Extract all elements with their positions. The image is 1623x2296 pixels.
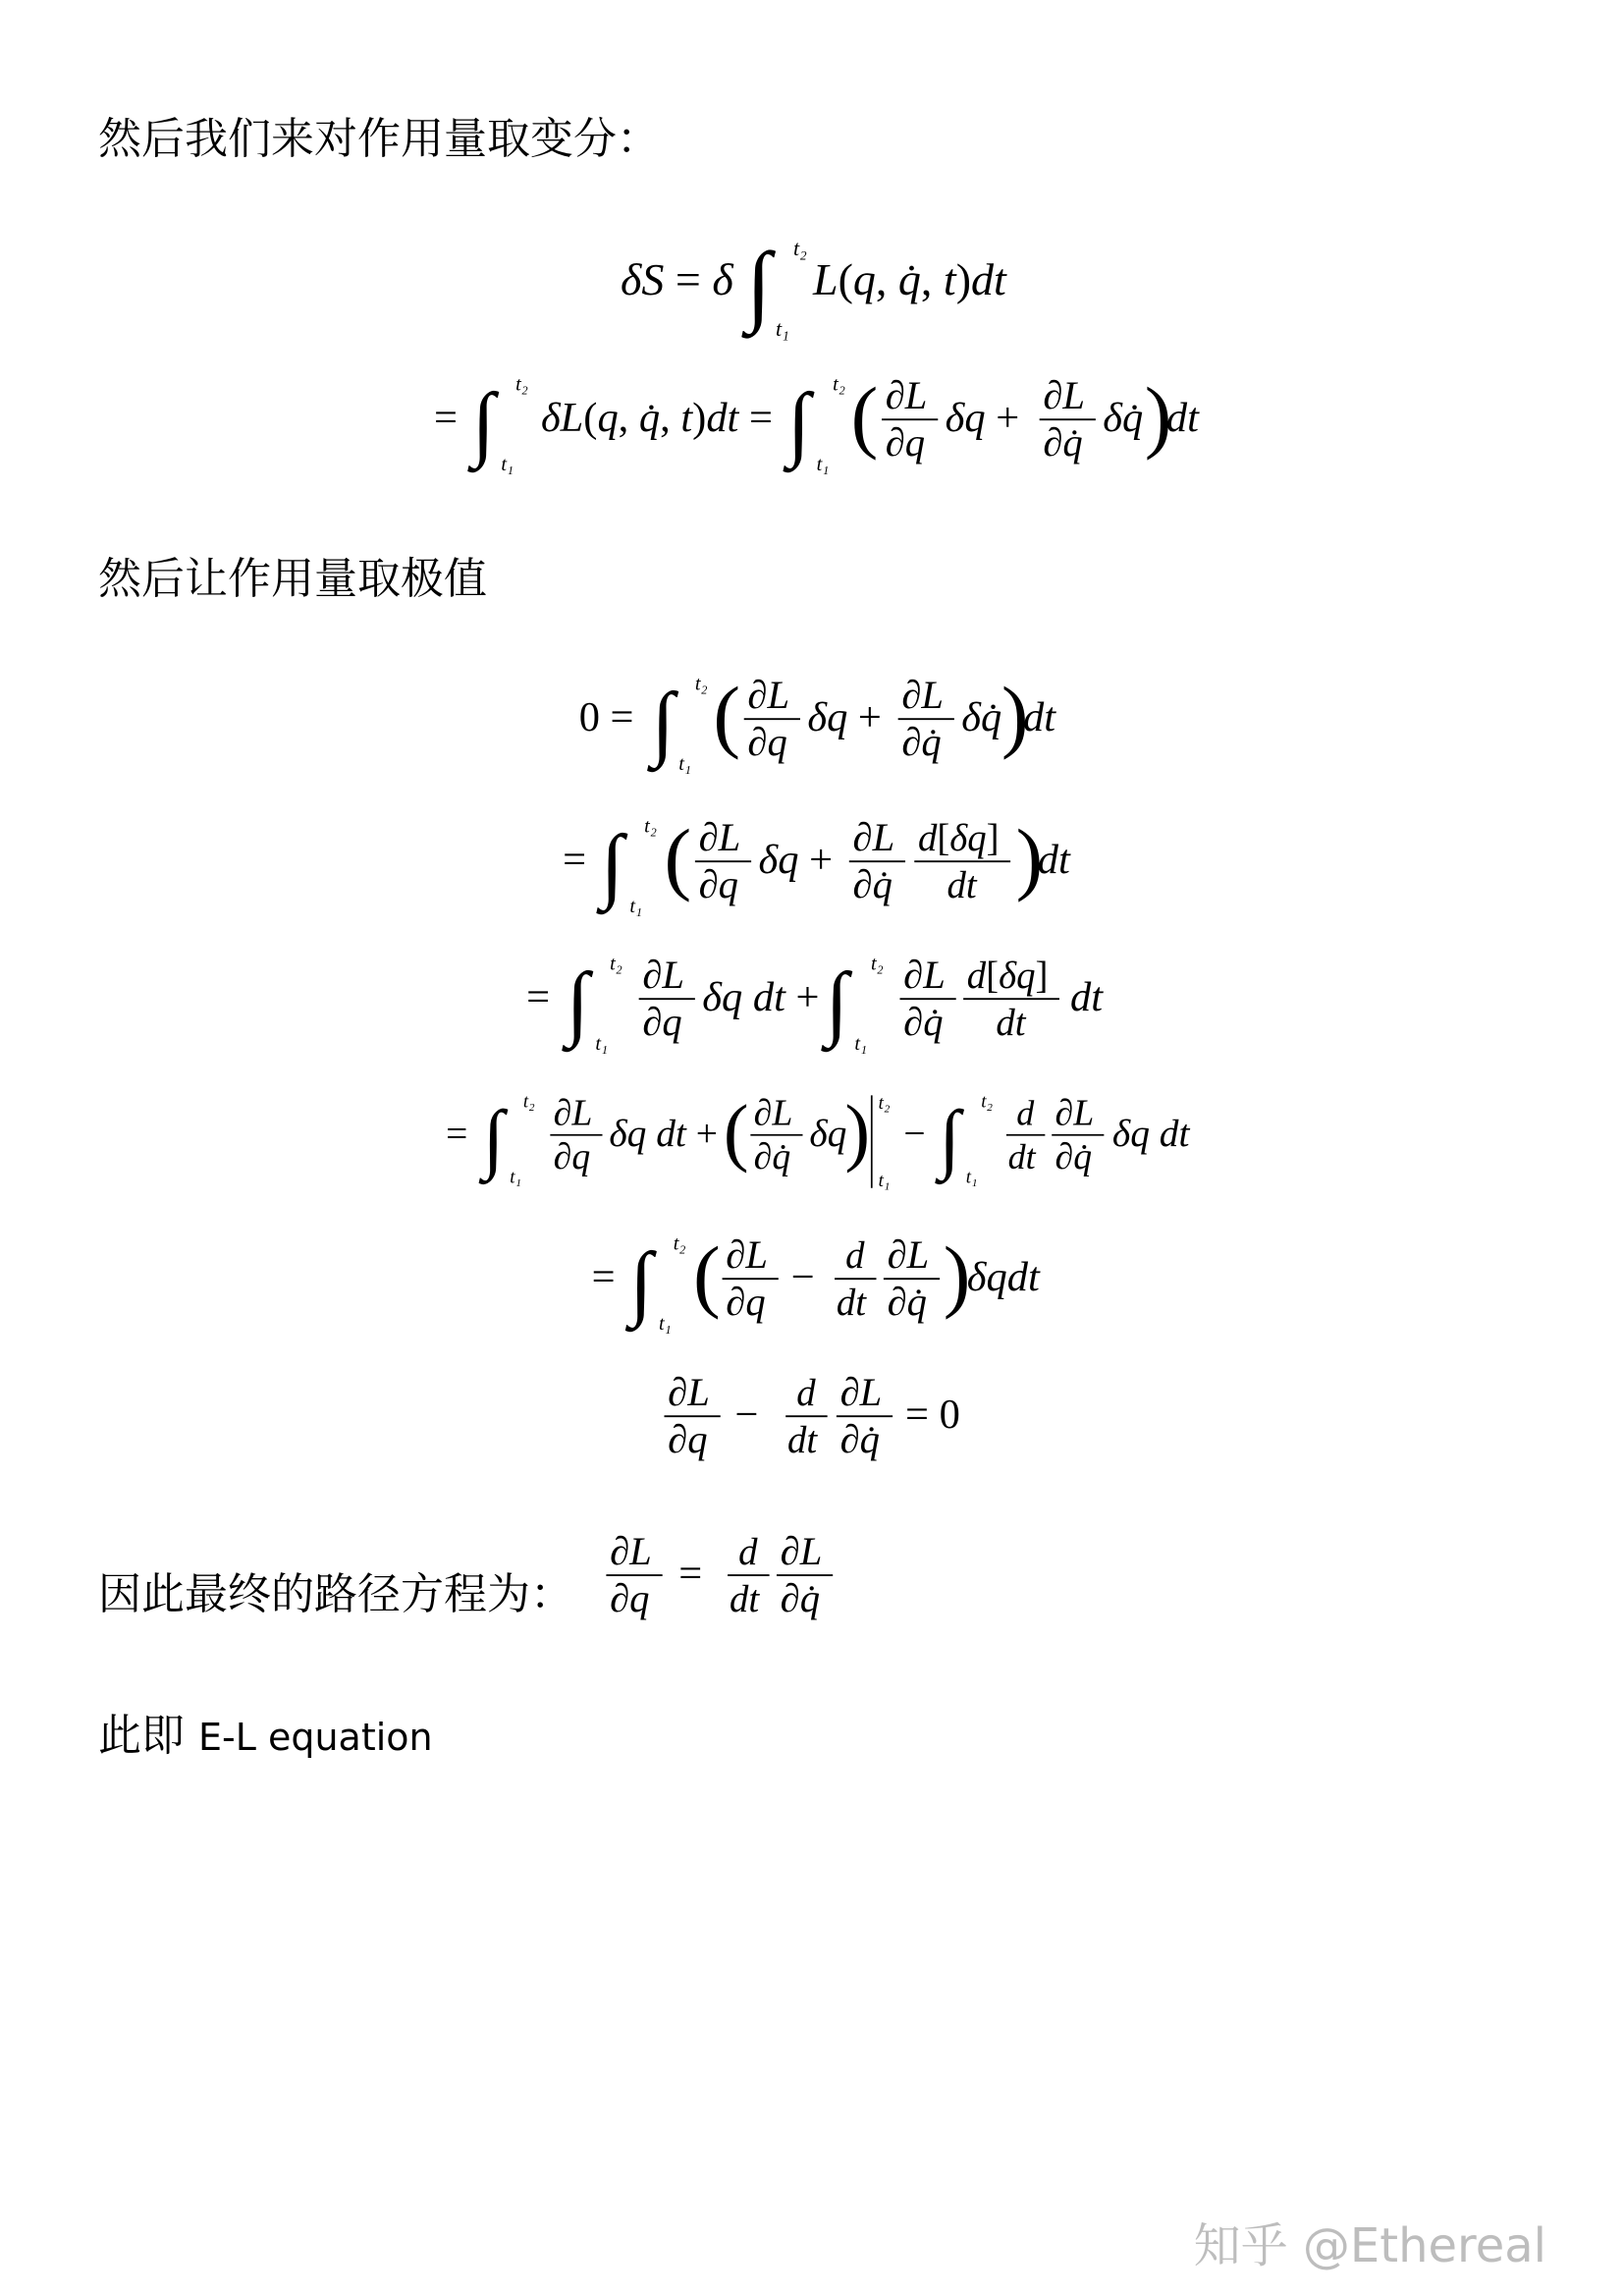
svg-text:d[δq]: d[δq] [966,955,1049,998]
svg-text:∂q: ∂q [726,1280,766,1325]
svg-text:∂L: ∂L [839,1370,883,1415]
svg-text:t₁: t₁ [658,1312,672,1335]
svg-text:): ) [943,1230,971,1321]
svg-text:t₁: t₁ [595,1032,609,1055]
svg-text:dt: dt [729,1578,760,1620]
svg-text:∂q: ∂q [747,720,787,765]
svg-text:δL(q, q̇, t)dt =: δL(q, q̇, t)dt = [540,395,773,442]
svg-text:d: d [845,1234,865,1278]
svg-text:δq̇: δq̇ [1103,395,1144,442]
svg-text:d: d [796,1372,816,1415]
svg-text:δq dt +: δq dt + [609,1111,718,1155]
svg-text:): ) [1001,670,1029,761]
svg-text:∂L: ∂L [1055,1092,1095,1134]
svg-text:=: = [563,837,587,884]
svg-text:t₂: t₂ [515,373,528,396]
svg-text:=: = [446,1111,468,1155]
svg-text:t₂: t₂ [981,1091,994,1113]
svg-text:δq +: δq + [807,694,882,741]
svg-text:d: d [1016,1093,1035,1133]
svg-text:∫: ∫ [787,376,811,469]
el-intro-text: 此即 [98,1711,185,1761]
svg-text:δq: δq [809,1111,847,1155]
equation-extremum-line2 [0,805,1623,923]
svg-text:=: = [434,395,458,442]
svg-text:∫: ∫ [471,376,496,469]
equation-action-variation [0,226,1623,344]
svg-text:= 0: = 0 [905,1392,960,1439]
svg-text:∂q: ∂q [610,1576,650,1620]
svg-text:): ) [1144,370,1172,462]
svg-text:t₁: t₁ [678,752,691,775]
svg-text:∂q: ∂q [668,1417,708,1462]
svg-text:=: = [591,1254,616,1301]
svg-text:): ) [1015,812,1044,903]
svg-text:∂L: ∂L [726,1232,768,1278]
equation-path-final [0,1517,1623,1635]
svg-text:t₁: t₁ [629,895,643,917]
svg-text:∫: ∫ [939,1095,960,1181]
paragraph-path-equation-intro: 因此最终的路径方程为： [98,1569,573,1619]
svg-text:t₂: t₂ [522,1091,535,1113]
svg-text:∂L: ∂L [698,815,741,860]
svg-text:∂L: ∂L [747,673,790,718]
svg-text:dt: dt [1037,837,1070,884]
svg-text:δS = δ: δS = δ [621,254,733,304]
svg-text:(: ( [664,812,692,903]
svg-text:∂L: ∂L [887,1232,930,1278]
svg-text:L(q, q̇, t)dt: L(q, q̇, t)dt [813,254,1006,304]
svg-text:∂L: ∂L [780,1529,823,1573]
el-equation-name: E-L equation [198,1716,433,1759]
svg-text:−: − [903,1111,926,1155]
svg-text:∂L: ∂L [753,1092,793,1134]
svg-text:=: = [678,1551,703,1598]
paragraph-variation-intro: 然后我们来对作用量取变分： [98,114,660,164]
svg-text:0 =: 0 = [578,694,634,741]
svg-text:t₂: t₂ [610,953,622,975]
svg-text:∂q: ∂q [553,1136,591,1177]
svg-text:dt: dt [1165,395,1199,442]
svg-text:∫: ∫ [651,676,675,769]
svg-text:∫: ∫ [825,956,849,1049]
svg-text:∂q̇: ∂q̇ [1043,420,1083,465]
svg-text:dt: dt [1070,974,1104,1021]
svg-text:δqdt: δqdt [966,1254,1040,1301]
svg-text:dt: dt [996,1002,1026,1045]
svg-text:∂L: ∂L [610,1529,652,1573]
svg-text:∂q̇: ∂q̇ [852,862,893,907]
svg-text:t₁: t₁ [776,316,789,341]
svg-text:∂q̇: ∂q̇ [780,1576,821,1620]
svg-text:d: d [738,1531,758,1573]
svg-text:δq +: δq + [758,837,834,884]
svg-text:t₁: t₁ [854,1032,868,1055]
paragraph-el-equation [98,1711,433,1761]
svg-text:∂q̇: ∂q̇ [753,1136,791,1177]
svg-text:t₁: t₁ [510,1167,522,1188]
equation-combined-integrand [0,1223,1623,1340]
svg-text:(: ( [850,370,879,462]
svg-text:∂L: ∂L [852,815,895,860]
watermark-zhihu: 知乎 @Ethereal [1193,2218,1546,2273]
equation-integration-by-parts [0,1080,1623,1198]
svg-text:t₁: t₁ [965,1167,978,1188]
svg-text:−: − [734,1392,759,1439]
svg-text:∂L: ∂L [903,953,946,998]
svg-text:∂q: ∂q [698,862,738,907]
svg-text:δq̇: δq̇ [961,694,1002,741]
svg-text:t₂: t₂ [870,953,884,975]
svg-text:−: − [790,1254,815,1301]
equation-euler-lagrange-zero [0,1360,1623,1478]
svg-text:dt: dt [836,1282,867,1325]
svg-text:dt: dt [1007,1137,1036,1176]
svg-text:∂q̇: ∂q̇ [901,720,942,765]
svg-text:∂L: ∂L [668,1370,710,1415]
svg-text:∂q̇: ∂q̇ [887,1280,927,1325]
svg-text:t₁: t₁ [816,453,830,475]
equation-extremum-line1 [0,663,1623,781]
svg-text:∫: ∫ [566,956,590,1049]
svg-text:δq dt: δq dt [1111,1111,1190,1155]
svg-text:(: ( [713,670,741,761]
svg-text:∂L: ∂L [885,373,928,418]
svg-text:dt: dt [787,1419,818,1462]
svg-text:∂L: ∂L [901,673,945,718]
svg-text:δq +: δq + [945,395,1020,442]
svg-text:∂L: ∂L [553,1092,593,1134]
svg-text:∂L: ∂L [1043,373,1086,418]
equation-extremum-line3 [0,943,1623,1061]
svg-text:∫: ∫ [482,1095,505,1181]
svg-text:t₂: t₂ [833,373,845,396]
svg-text:∂q: ∂q [885,420,926,465]
equation-variation-expanded [0,363,1623,481]
svg-text:(: ( [693,1230,721,1321]
paragraph-extremum-intro: 然后让作用量取极值 [98,554,487,604]
svg-text:): ) [844,1089,871,1174]
svg-text:t₂: t₂ [644,815,657,838]
svg-text:t₁: t₁ [878,1171,891,1191]
svg-text:δq dt +: δq dt + [702,974,820,1021]
svg-text:∂L: ∂L [642,953,685,998]
svg-text:∫: ∫ [629,1235,653,1329]
svg-text:(: ( [723,1089,749,1174]
svg-text:t₂: t₂ [694,673,708,695]
svg-text:d[δq]: d[δq] [917,817,1000,860]
svg-text:dt: dt [947,864,977,907]
svg-text:t₂: t₂ [878,1093,891,1115]
svg-text:∫: ∫ [600,818,624,911]
svg-text:=: = [526,974,551,1021]
svg-text:t₁: t₁ [501,453,514,475]
svg-text:∂q: ∂q [642,1000,682,1045]
svg-text:∂q̇: ∂q̇ [1055,1136,1093,1177]
svg-text:∂q̇: ∂q̇ [903,1000,944,1045]
svg-text:∂q̇: ∂q̇ [839,1417,880,1462]
svg-text:∫: ∫ [746,234,772,334]
svg-text:t₂: t₂ [793,236,807,260]
svg-text:dt: dt [1023,694,1056,741]
svg-text:t₂: t₂ [673,1232,686,1255]
